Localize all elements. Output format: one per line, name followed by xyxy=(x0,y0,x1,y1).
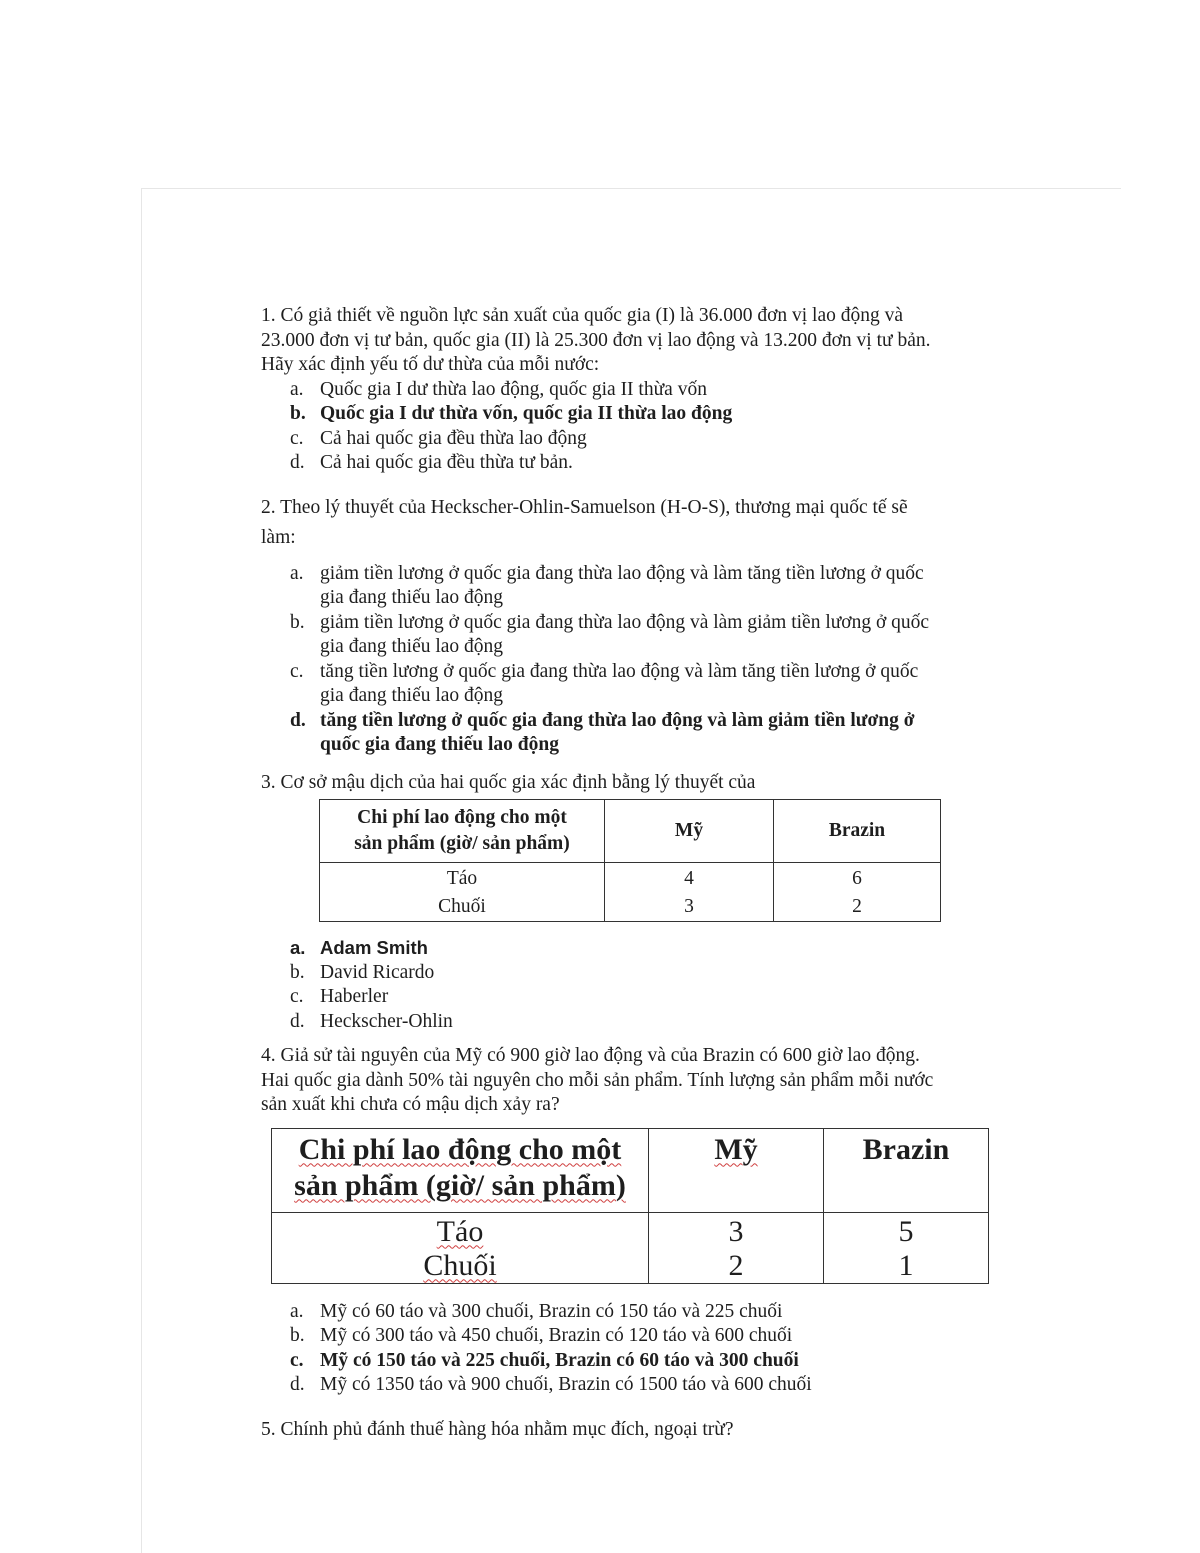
option-1c: c. Cả hai quốc gia đều thừa lao động xyxy=(290,427,587,449)
row-labels: Táo Chuối xyxy=(320,863,605,922)
header-cell-cost: Chi phí lao động cho một sản phẩm (giờ/ sản phẩm) xyxy=(320,800,605,863)
question-3-stem: 3. Cơ sở mậu dịch của hai quốc gia xác định bằng lý thuyết của xyxy=(261,771,756,793)
page-border-top xyxy=(141,188,1121,189)
question-2-stem: 2. Theo lý thuyết của Heckscher-Ohlin-Samuelson (H-O-S), thương mại quốc tế sẽ làm: xyxy=(261,496,908,548)
question-1 xyxy=(261,304,1021,476)
labor-cost-table-2 xyxy=(271,1128,989,1284)
option-4c-correct: c. Mỹ có 150 táo và 225 chuối, Brazin có 60 táo và 300 chuối xyxy=(290,1349,799,1371)
row-brazin-values: 6 2 xyxy=(774,863,941,922)
option-2d-correct: d. tăng tiền lương ở quốc gia đang thừa lao động và làm giảm tiền lương ở quốc gia đang thiếu lao động xyxy=(290,709,915,755)
header-cell-cost: Chi phí lao động cho một sản phẩm (giờ/ sản phẩm) xyxy=(272,1128,649,1212)
row-labels: Táo Chuối xyxy=(272,1212,649,1283)
option-4a: a. Mỹ có 60 táo và 300 chuối, Brazin có 150 táo và 225 chuối xyxy=(290,1300,783,1322)
question-1-stem: 1. Có giả thiết về nguồn lực sản xuất của quốc gia (I) là 36.000 đơn vị lao động và 23.000 đơn vị tư bản, quốc gia (II) là 25.300 đơn vị lao động và 13.200 đơn vị tư bản. Hãy xác định yếu tố dư thừa của mỗi nước: xyxy=(261,305,931,375)
question-5-stem: 5. Chính phủ đánh thuế hàng hóa nhằm mục đích, ngoại trừ? xyxy=(261,1418,734,1440)
question-3 xyxy=(261,771,1021,1035)
row-my-values: 3 2 xyxy=(649,1212,824,1283)
labor-cost-table-1 xyxy=(319,799,941,922)
option-3d: d. Heckscher-Ohlin xyxy=(290,1010,453,1032)
question-1-options xyxy=(261,378,1021,476)
option-1b-correct: b. Quốc gia I dư thừa vốn, quốc gia II thừa lao động xyxy=(290,403,733,424)
table-header-row xyxy=(272,1128,989,1212)
option-2c: c. tăng tiền lương ở quốc gia đang thừa lao động và làm tăng tiền lương ở quốc gia đang thiếu lao động xyxy=(290,660,919,706)
row-brazin-values: 5 1 xyxy=(824,1212,989,1283)
table-header-row xyxy=(320,800,941,863)
header-cell-my: Mỹ xyxy=(649,1128,824,1212)
question-2 xyxy=(261,493,1021,758)
page-border-left xyxy=(141,188,142,1553)
question-4-stem: 4. Giả sử tài nguyên của Mỹ có 900 giờ lao động và của Brazin có 600 giờ lao động. Hai quốc gia dành 50% tài nguyên cho mỗi sản phẩm. Tính lượng sản phẩm mỗi nước sản xuất khi chưa có mậu dịch xảy ra? xyxy=(261,1045,934,1115)
question-5 xyxy=(261,1418,1021,1443)
question-4 xyxy=(261,1044,1021,1398)
option-4b: b. Mỹ có 300 táo và 450 chuối, Brazin có 120 táo và 600 chuối xyxy=(290,1325,793,1346)
option-2b: b. giảm tiền lương ở quốc gia đang thừa lao động và làm giảm tiền lương ở quốc gia đang thiếu lao động xyxy=(290,611,930,657)
option-1a: a. Quốc gia I dư thừa lao động, quốc gia II thừa vốn xyxy=(290,378,707,400)
table-row xyxy=(320,863,941,922)
header-cell-brazin: Brazin xyxy=(824,1128,989,1212)
question-3-options xyxy=(261,936,1021,1034)
document-body xyxy=(261,304,1021,1442)
option-3c: c. Haberler xyxy=(290,986,389,1007)
row-my-values: 4 3 xyxy=(605,863,774,922)
question-4-options xyxy=(261,1300,1021,1398)
option-3a-correct: a. Adam Smith xyxy=(290,937,428,958)
option-3b: b. David Ricardo xyxy=(290,961,435,983)
option-4d: d. Mỹ có 1350 táo và 900 chuối, Brazin có 1500 táo và 600 chuối xyxy=(290,1374,812,1395)
table-row xyxy=(272,1212,989,1283)
question-2-options xyxy=(261,562,1021,758)
header-cell-my: Mỹ xyxy=(605,800,774,863)
header-cell-brazin: Brazin xyxy=(774,800,941,863)
option-1d: d. Cả hai quốc gia đều thừa tư bản. xyxy=(290,452,573,473)
option-2a: a. giảm tiền lương ở quốc gia đang thừa lao động và làm tăng tiền lương ở quốc gia đang thiếu lao động xyxy=(290,562,924,608)
